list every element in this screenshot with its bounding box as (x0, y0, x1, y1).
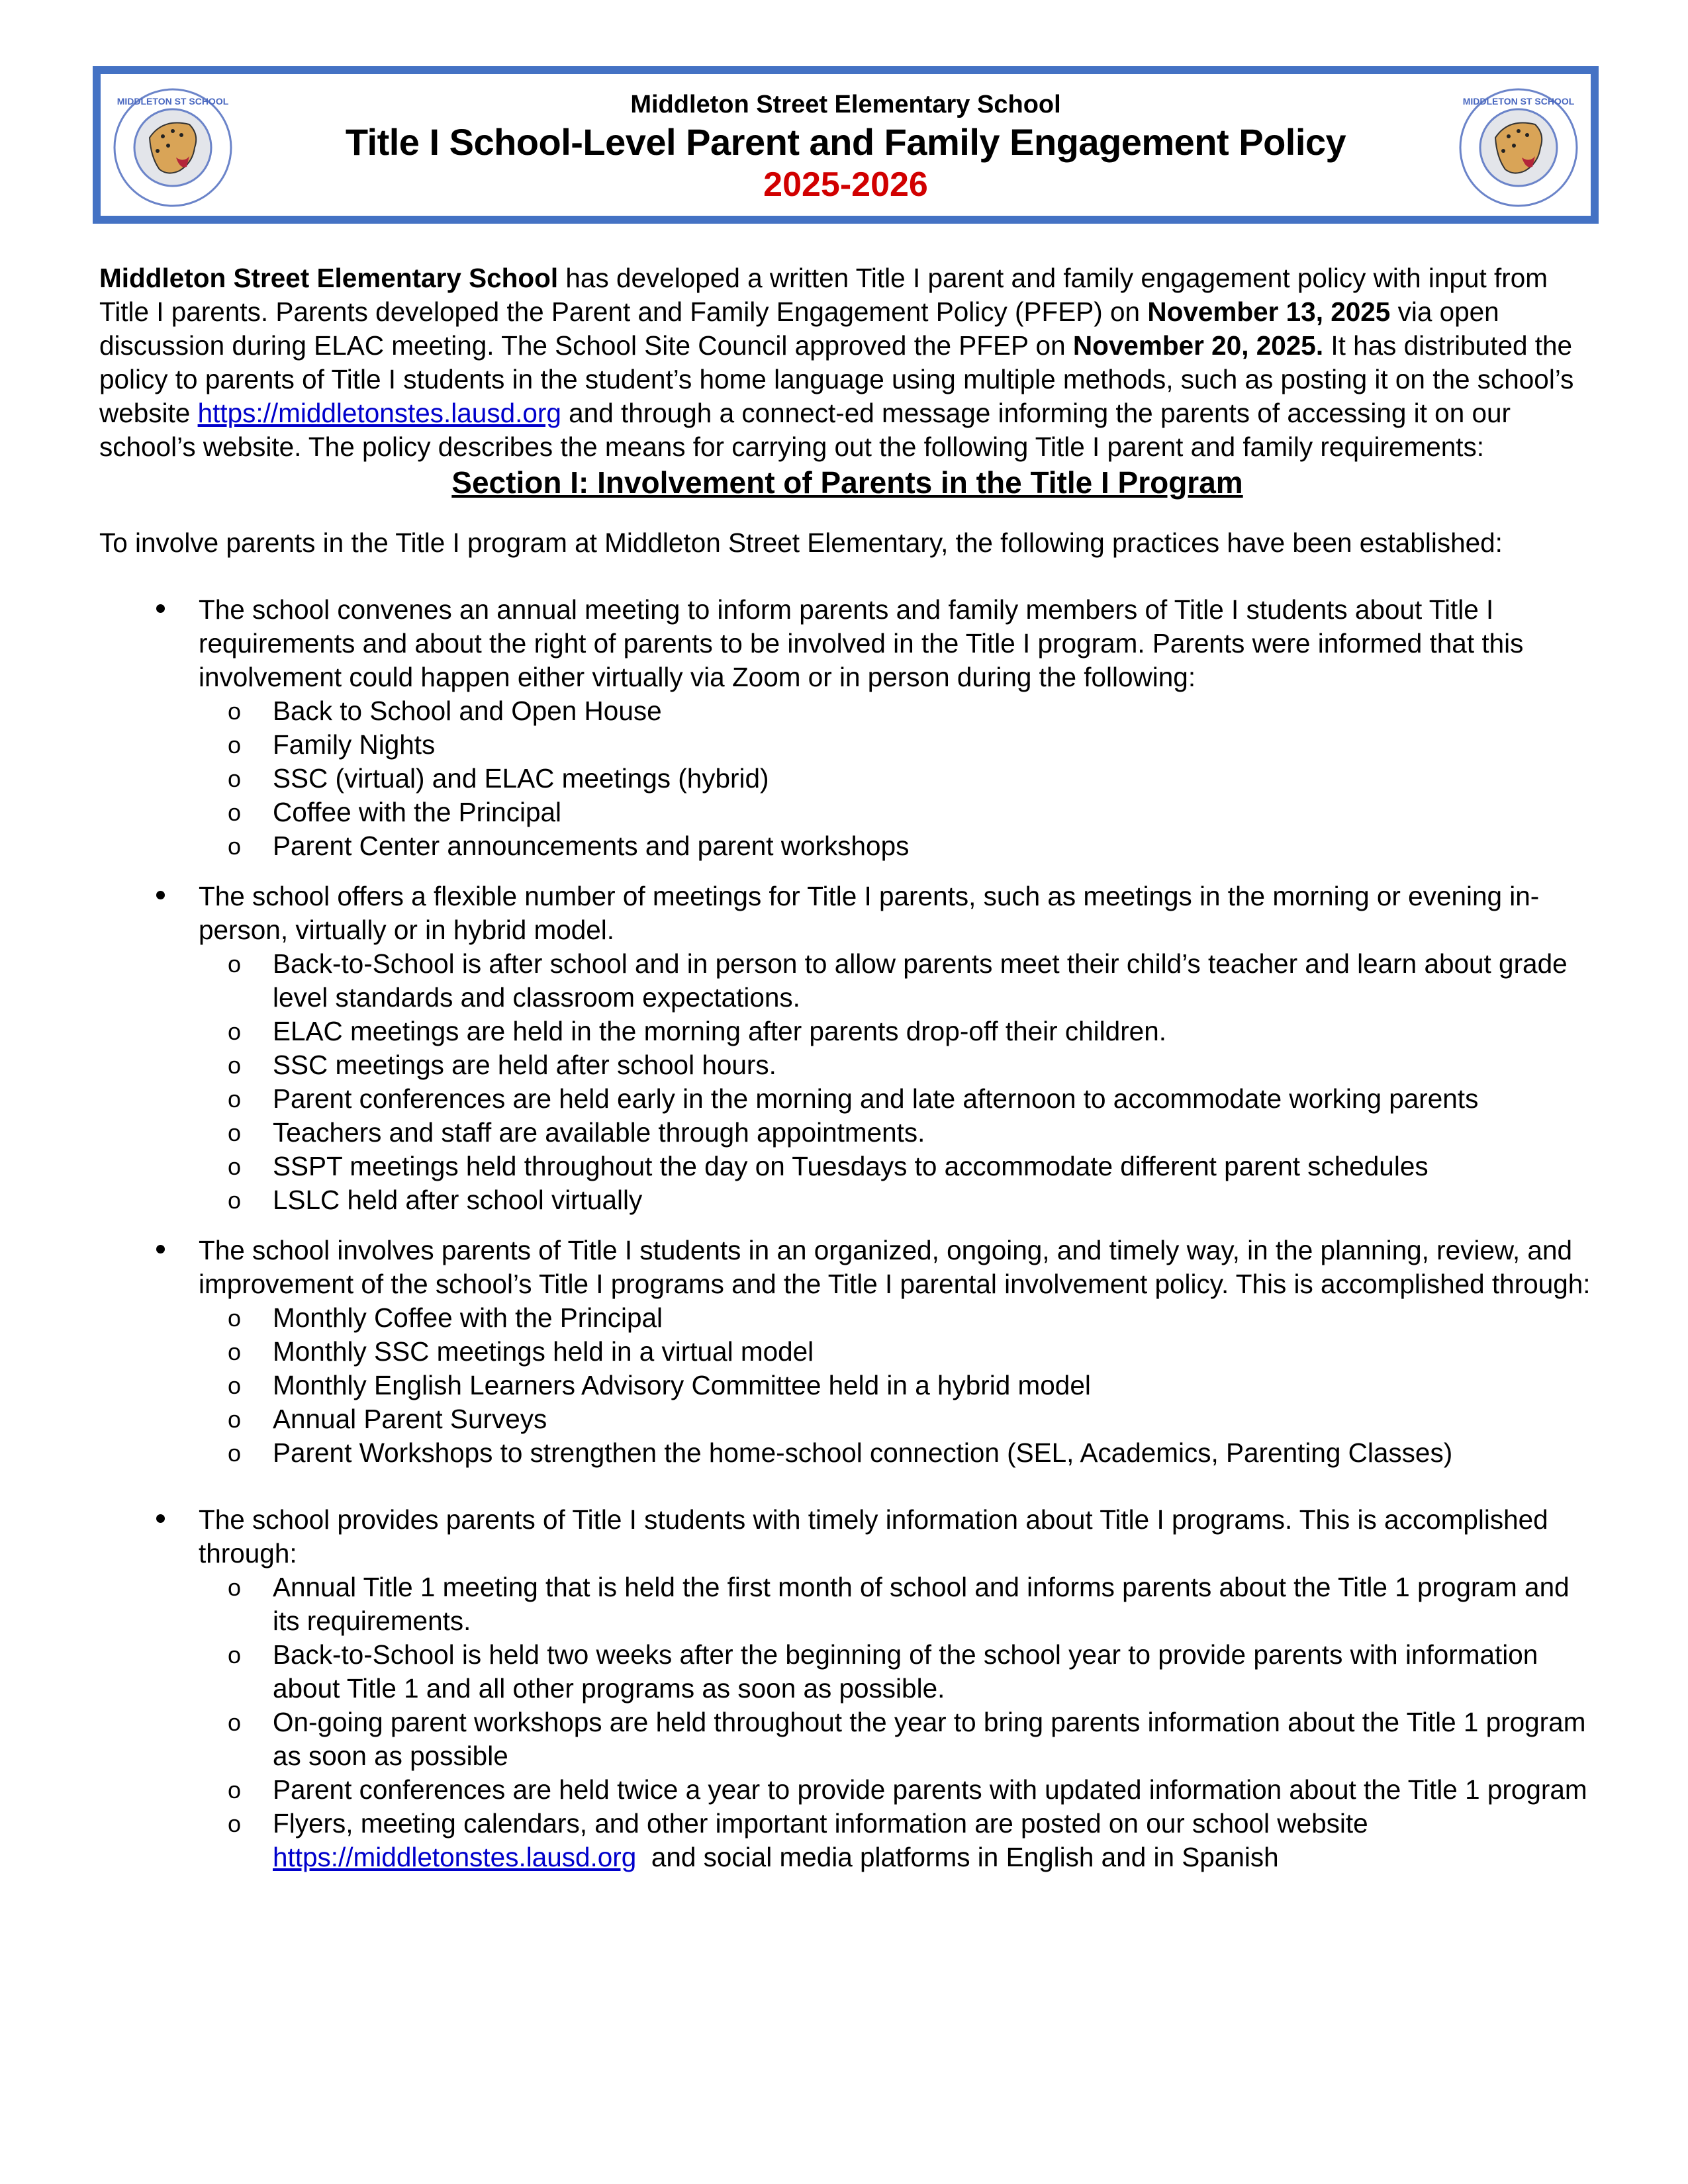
hollow-bullet-icon: o (228, 1372, 242, 1399)
sub-list-item (199, 1082, 1595, 1116)
sub-item-text: Parent conferences are held early in the morning and late afternoon to accommodate working parents (273, 1083, 1479, 1114)
sub-list-item (199, 1150, 1595, 1183)
bullet-icon (156, 1514, 165, 1523)
hollow-bullet-icon: o (228, 1119, 242, 1146)
hollow-bullet-icon: o (228, 1018, 242, 1045)
sub-item-text: Monthly SSC meetings held in a virtual model (273, 1336, 814, 1367)
sub-item-text: Parent Center announcements and parent workshops (273, 831, 910, 861)
sub-list-item (199, 1436, 1595, 1470)
list-item (99, 880, 1595, 1217)
pfep-developed-date: November 13, 2025 (1147, 296, 1391, 327)
hollow-bullet-icon: o (228, 833, 242, 860)
hollow-bullet-icon: o (228, 1709, 242, 1736)
sub-list-item (199, 1335, 1595, 1369)
sub-item-text: Parent conferences are held twice a year to provide parents with updated information about the Title 1 program (273, 1774, 1587, 1805)
list-item-text: The school convenes an annual meeting to inform parents and family members of Title I students about Title I requirements and about the right of parents to be involved in the Title I program. Parents were informed that this involvement could happen either virtually via Zoom or in person during the following: (199, 594, 1524, 692)
list-item-text: The school offers a flexible number of meetings for Title I parents, such as meetings in the morning or evening in-person, virtually or in hybrid model. (199, 881, 1540, 945)
sub-list-item (199, 694, 1595, 728)
hollow-bullet-icon: o (228, 731, 242, 758)
hollow-bullet-icon: o (228, 1052, 242, 1079)
list-item (99, 1234, 1595, 1470)
sub-item-text: ELAC meetings are held in the morning after parents drop-off their children. (273, 1016, 1166, 1046)
hollow-bullet-icon: o (228, 1085, 242, 1113)
document-header (93, 66, 1599, 224)
sub-list-item (199, 1301, 1595, 1335)
sub-list-item (199, 1638, 1595, 1706)
sub-item-text: Flyers, meeting calendars, and other important information are posted on our school website (273, 1808, 1368, 1839)
sub-list (199, 694, 1595, 863)
sub-list-item (199, 1706, 1595, 1773)
hollow-bullet-icon: o (228, 1439, 242, 1467)
hollow-bullet-icon: o (228, 698, 242, 725)
sub-list-item (199, 1570, 1595, 1638)
sub-item-text: Back to School and Open House (273, 696, 662, 726)
hollow-bullet-icon: o (228, 1187, 242, 1214)
sub-list-item (199, 1807, 1595, 1874)
svg-text:MIDDLETON ST SCHOOL: MIDDLETON ST SCHOOL (1462, 96, 1575, 107)
bullet-icon (156, 1245, 165, 1253)
sub-item-text: Annual Parent Surveys (273, 1404, 547, 1434)
sub-list-item (199, 762, 1595, 796)
hollow-bullet-icon: o (228, 765, 242, 792)
sub-item-text: Family Nights (273, 729, 436, 760)
sub-item-text: and social media platforms in English and in Spanish (636, 1842, 1279, 1872)
sub-item-text: Back-to-School is after school and in person to allow parents meet their child’s teacher and learn about grade level standards and classroom expectations. (273, 948, 1568, 1013)
sub-item-text: Monthly English Learners Advisory Committee held in a hybrid model (273, 1370, 1091, 1400)
sub-list (199, 947, 1595, 1217)
policy-title: Title I School-Level Parent and Family Engagement Policy (345, 121, 1346, 163)
list-item (99, 1503, 1595, 1874)
bullet-icon (156, 604, 165, 613)
hollow-bullet-icon: o (228, 1304, 242, 1332)
bullet-icon (156, 891, 165, 899)
sub-item-text: Teachers and staff are available through appointments. (273, 1117, 925, 1148)
sub-item-text: LSLC held after school virtually (273, 1185, 643, 1215)
practices-list (99, 593, 1595, 1874)
list-item (99, 593, 1595, 863)
hollow-bullet-icon: o (228, 1574, 242, 1601)
hollow-bullet-icon: o (228, 1641, 242, 1668)
sub-item-text: SSC (virtual) and ELAC meetings (hybrid) (273, 763, 769, 794)
sub-item-text: SSC meetings are held after school hours. (273, 1050, 776, 1080)
sub-item-text: On-going parent workshops are held throughout the year to bring parents information about the Title 1 program as soon as possible (273, 1707, 1586, 1771)
sub-list-item (199, 728, 1595, 762)
sub-list-item (199, 796, 1595, 829)
hollow-bullet-icon: o (228, 799, 242, 826)
document-body (99, 261, 1595, 1891)
sub-list-item (199, 829, 1595, 863)
sub-list-item (199, 1369, 1595, 1402)
sub-list-item (199, 947, 1595, 1015)
intro-text: has developed a written Title I parent and family engagement policy with input from Title I parents. Parents developed the Parent and Family Engagement Policy (PFEP) on (99, 263, 1548, 327)
pfep-approved-date: November 20, 2025. (1072, 330, 1324, 361)
hollow-bullet-icon: o (228, 1776, 242, 1803)
school-year: 2025-2026 (763, 165, 928, 204)
sub-list (199, 1301, 1595, 1470)
hollow-bullet-icon: o (228, 1153, 242, 1180)
sub-item-text: Coffee with the Principal (273, 797, 561, 827)
list-item-text: The school involves parents of Title I students in an organized, ongoing, and timely way, in the planning, review, and improvement of the school’s Title I programs and the Title I parental involvement policy. This is accomplished through: (199, 1235, 1591, 1299)
sub-list-item (199, 1048, 1595, 1082)
list-item-text: The school provides parents of Title I students with timely information about Title I programs. This is accomplished through: (199, 1504, 1548, 1569)
school-name: Middleton Street Elementary School (630, 91, 1061, 118)
sub-item-text: SSPT meetings held throughout the day on Tuesdays to accommodate different parent schedules (273, 1151, 1429, 1181)
school-website-link[interactable]: https://middletonstes.lausd.org (197, 398, 561, 428)
hollow-bullet-icon: o (228, 950, 242, 978)
section-title: Section I: Involvement of Parents in the Title I Program (451, 465, 1243, 500)
sub-item-text: Back-to-School is held two weeks after the beginning of the school year to provide parents with information about Title 1 and all other programs as soon as possible. (273, 1639, 1538, 1704)
svg-text:MIDDLETON ST SCHOOL: MIDDLETON ST SCHOOL (117, 96, 229, 107)
sub-list-item (199, 1183, 1595, 1217)
hollow-bullet-icon: o (228, 1338, 242, 1365)
intro-school-name: Middleton Street Elementary School (99, 263, 559, 293)
sub-list-item (199, 1402, 1595, 1436)
sub-list (199, 1570, 1595, 1874)
hollow-bullet-icon: o (228, 1810, 242, 1837)
intro-text: via open discussion during ELAC meeting. The School Site Council approved the PFEP on (99, 296, 1499, 361)
section-lead: To involve parents in the Title I program at Middleton Street Elementary, the following practices have been established: (99, 527, 1503, 558)
school-website-link[interactable]: https://middletonstes.lausd.org (273, 1842, 637, 1872)
sub-list-item (199, 1116, 1595, 1150)
sub-list-item (199, 1773, 1595, 1807)
intro-text: and through a connect-ed message informing the parents of accessing it on our school’s website. The policy describes the means for carrying out the following Title I parent and family requirements: (99, 398, 1511, 462)
sub-list-item (199, 1015, 1595, 1048)
sub-item-text: Parent Workshops to strengthen the home-school connection (SEL, Academics, Parenting Classes) (273, 1437, 1453, 1468)
sub-item-text: Annual Title 1 meeting that is held the first month of school and informs parents about the Title 1 program and its requirements. (273, 1572, 1570, 1636)
hollow-bullet-icon: o (228, 1406, 242, 1433)
sub-item-text: Monthly Coffee with the Principal (273, 1302, 663, 1333)
intro-paragraph (99, 261, 1589, 464)
header-text (101, 89, 1591, 205)
intro-text: It has distributed the policy to parents of Title I students in the student’s home language using multiple methods, such as posting it on the school’s website (99, 330, 1574, 428)
